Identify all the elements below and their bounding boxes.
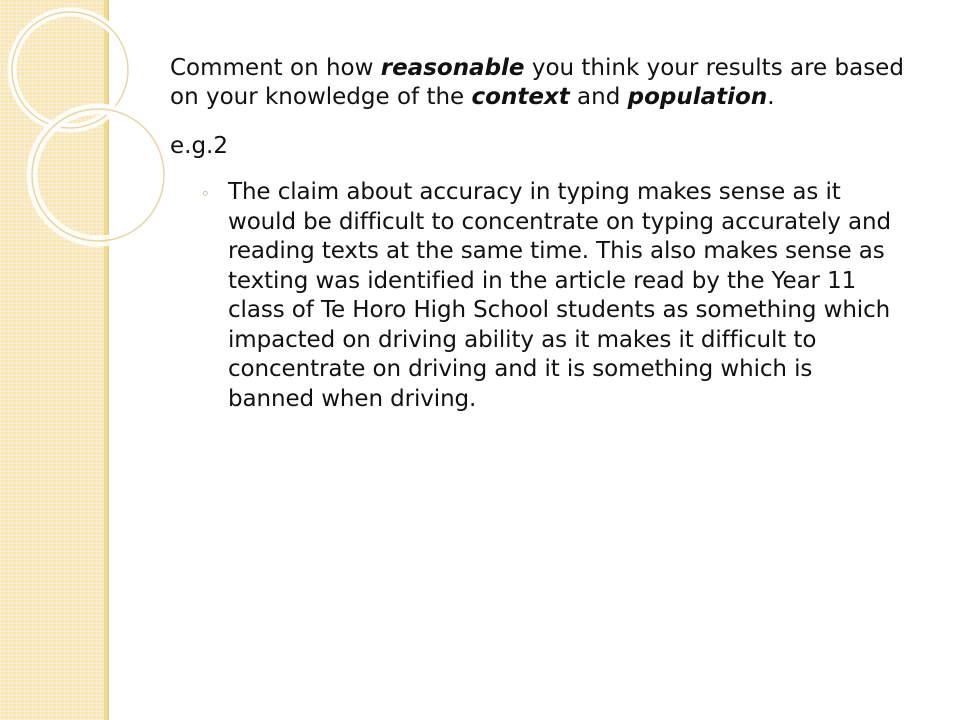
lead-emphasis: reasonable: [380, 55, 525, 81]
decorative-ring-small-outline: [32, 109, 164, 241]
example-label: e.g.2: [170, 133, 229, 159]
lead-paragraph: [170, 54, 910, 112]
lead-text: and: [569, 84, 628, 110]
bullet-text: The claim about accuracy in typing makes sense as it would be difficult to concentrate on typing accurately and reading texts at the same time. This also makes sense as texting was identified in the article read by the Year 11 class of Te Horo High School students as something which impacted on driving ability as it makes it difficult to concentrate on driving and it is something which is banned when driving.: [228, 179, 891, 412]
bullet-circle-icon: ◦: [201, 185, 210, 203]
lead-text: Comment on how: [170, 55, 381, 81]
slide-content: [170, 54, 930, 414]
lead-text: you think your results are based on your knowledge of the: [170, 55, 904, 110]
bullet-item: [201, 178, 930, 414]
lead-text: .: [767, 84, 775, 110]
lead-emphasis: population: [627, 84, 768, 110]
lead-emphasis: context: [471, 84, 570, 110]
